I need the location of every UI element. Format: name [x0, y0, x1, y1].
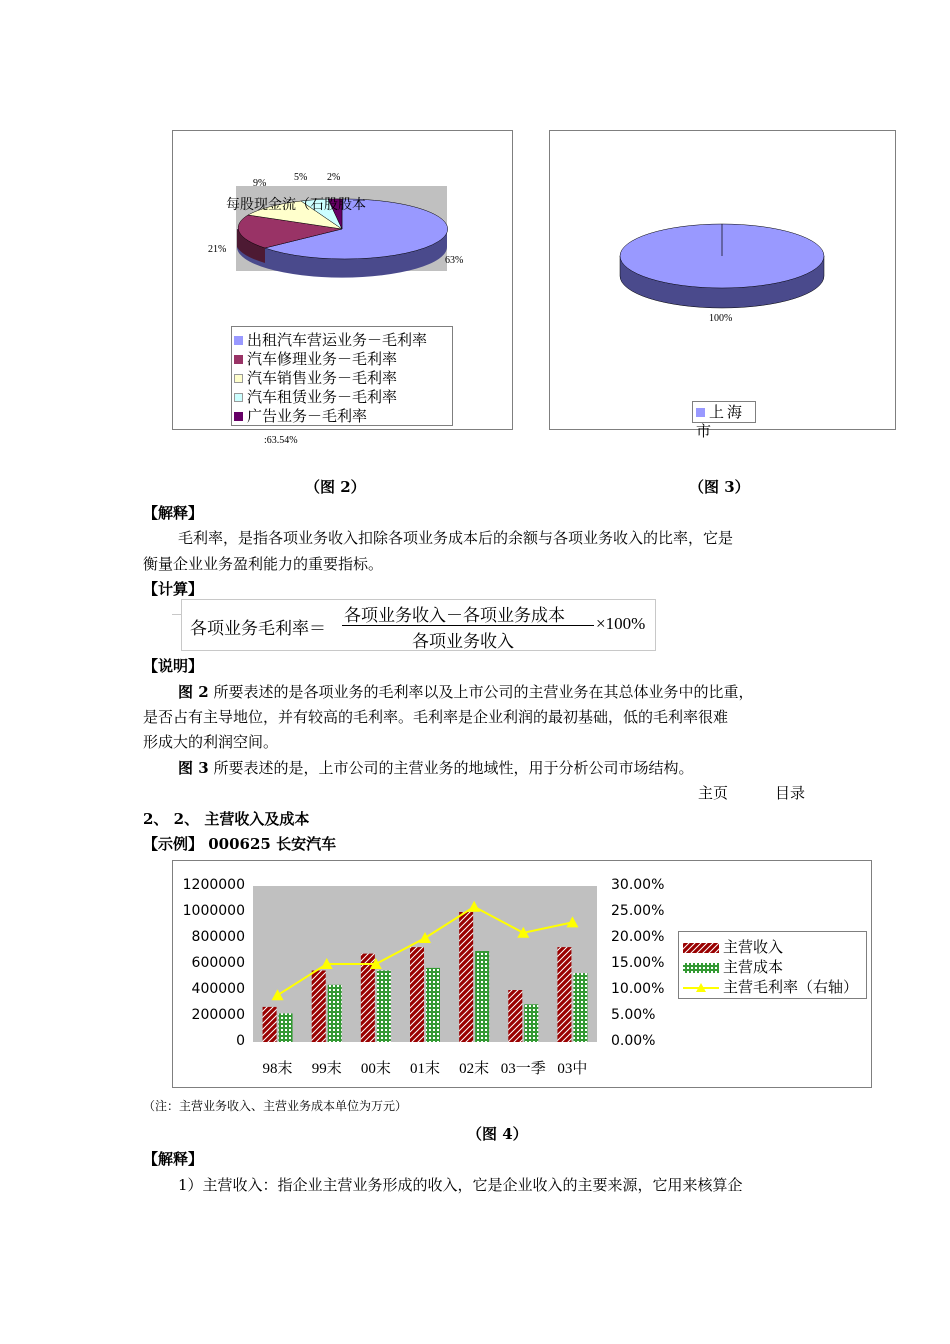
y2-tick-label: 10.00% [611, 981, 665, 997]
y2-tick-label: 25.00% [611, 903, 665, 919]
explain-heading-2: 【解释】 [143, 1150, 204, 1168]
legend-item-3: 汽车销售业务－毛利率 [234, 369, 397, 388]
explain-line-1: 毛利率，是指各项业务收入扣除各项业务成本后的余额与各项业务收入的比率，它是 [178, 529, 734, 547]
legend-tail: :63.54% [264, 435, 298, 446]
bar-revenue-4 [459, 912, 473, 1042]
legend-margin: 主营毛利率（右轴） [683, 978, 858, 997]
plot-area [253, 886, 597, 1042]
note-p1-line3: 形成大的利润空间。 [143, 733, 279, 751]
pie3-label: 100% [709, 313, 733, 324]
calc-heading: 【计算】 [143, 580, 204, 598]
legend-item-4: 汽车租赁业务－毛利率 [234, 388, 397, 407]
note-p2: 图 3 所要表述的是，上市公司的主营业务的地域性，用于分析公司市场结构。 [178, 759, 694, 777]
figure-3-caption: （图 3） [689, 478, 750, 496]
y-tick-label: 200000 [191, 1007, 245, 1023]
bar-cost-0 [279, 1013, 293, 1042]
figure-4-frame [172, 860, 872, 1088]
pie-label-9: 9% [253, 178, 267, 189]
legend-item-2: 汽车修理业务－毛利率 [234, 350, 397, 369]
legend-item-1: 出租汽车营运业务－毛利率 [234, 331, 427, 350]
formula-denominator: 各项业务收入 [412, 632, 514, 652]
x-tick-label: 98末 [262, 1061, 293, 1077]
bar-cost-3 [426, 968, 440, 1042]
note-p1-line1: 图 2 所要表述的是各项业务的毛利率以及上市公司的主营业务在其总体业务中的比重， [178, 683, 754, 701]
legend-item-5: 广告业务－毛利率 [234, 407, 367, 426]
legend-revenue: 主营收入 [683, 938, 783, 957]
formula-numerator: 各项业务收入－各项业务成本 [344, 606, 565, 626]
formula-fraction-bar [342, 625, 594, 626]
bar-cost-6 [573, 973, 587, 1042]
y2-tick-label: 15.00% [611, 955, 665, 971]
explain-heading-1: 【解释】 [143, 504, 204, 522]
y-tick-label: 1000000 [182, 903, 245, 919]
x-tick-label: 03一季 [500, 1061, 546, 1077]
explain-line-2: 衡量企业业务盈利能力的重要指标。 [143, 555, 384, 573]
pie-label-63: 63% [445, 255, 464, 266]
y2-tick-label: 0.00% [611, 1033, 656, 1049]
y-tick-label: 600000 [191, 955, 245, 971]
x-tick-label: 03中 [557, 1061, 588, 1077]
pie-title: 每股现金流（石股股本 [226, 197, 366, 213]
x-tick-label: 01末 [409, 1061, 440, 1077]
section-2-example: 【示例】 000625 长安汽车 [143, 835, 337, 853]
formula-left: 各项业务毛利率＝ [190, 619, 326, 639]
note-heading: 【说明】 [143, 657, 204, 675]
figure-2-caption: （图 2） [305, 478, 366, 496]
y-tick-label: 800000 [191, 929, 245, 945]
bar-cost-4 [475, 951, 489, 1042]
bar-revenue-6 [557, 947, 571, 1042]
formula-right: ×100% [596, 614, 646, 633]
figure-3-legend [692, 401, 756, 440]
x-tick-label: 99末 [311, 1061, 342, 1077]
chart-note: （注：主营业务收入、主营业务成本单位为万元） [143, 1099, 408, 1113]
y-tick-label: 400000 [191, 981, 245, 997]
figure-2-legend [231, 326, 453, 446]
figure-3-frame [549, 130, 896, 440]
home-link[interactable]: 主页 [698, 784, 729, 802]
x-tick-label: 02末 [459, 1061, 490, 1077]
formula-box [181, 599, 656, 651]
bar-revenue-1 [312, 971, 326, 1043]
legend-item-shanghai: 上海市 [696, 403, 746, 440]
explain-line-3: 1）主营收入：指企业主营业务形成的收入，它是企业收入的主要来源，它用来核算企 [178, 1176, 743, 1194]
y-tick-label: 1200000 [182, 877, 245, 893]
bar-revenue-5 [508, 990, 522, 1042]
figure-3-pie [550, 131, 895, 429]
pie-label-5: 5% [294, 172, 308, 183]
x-tick-label: 00末 [360, 1061, 391, 1077]
figure-2-frame [172, 130, 513, 446]
section-2-heading: 2、 2、 主营收入及成本 [143, 810, 310, 828]
y2-tick-label: 5.00% [611, 1007, 656, 1023]
pie-label-21: 21% [208, 244, 227, 255]
legend-cost: 主营成本 [683, 958, 783, 977]
bar-revenue-0 [263, 1007, 277, 1042]
y2-tick-label: 20.00% [611, 929, 665, 945]
figure-4-caption: （图 4） [467, 1125, 528, 1143]
y2-tick-label: 30.00% [611, 877, 665, 893]
bar-cost-2 [377, 971, 391, 1043]
bar-cost-1 [328, 985, 342, 1042]
y-tick-label: 0 [236, 1033, 245, 1049]
figure-4-legend [678, 931, 867, 999]
pie-label-2: 2% [327, 172, 341, 183]
toc-link[interactable]: 目录 [775, 784, 806, 802]
note-p1-line2: 是否占有主导地位，并有较高的毛利率。毛利率是企业利润的最初基础，低的毛利率很难 [143, 708, 729, 726]
bar-revenue-3 [410, 947, 424, 1042]
bar-cost-5 [524, 1004, 538, 1042]
